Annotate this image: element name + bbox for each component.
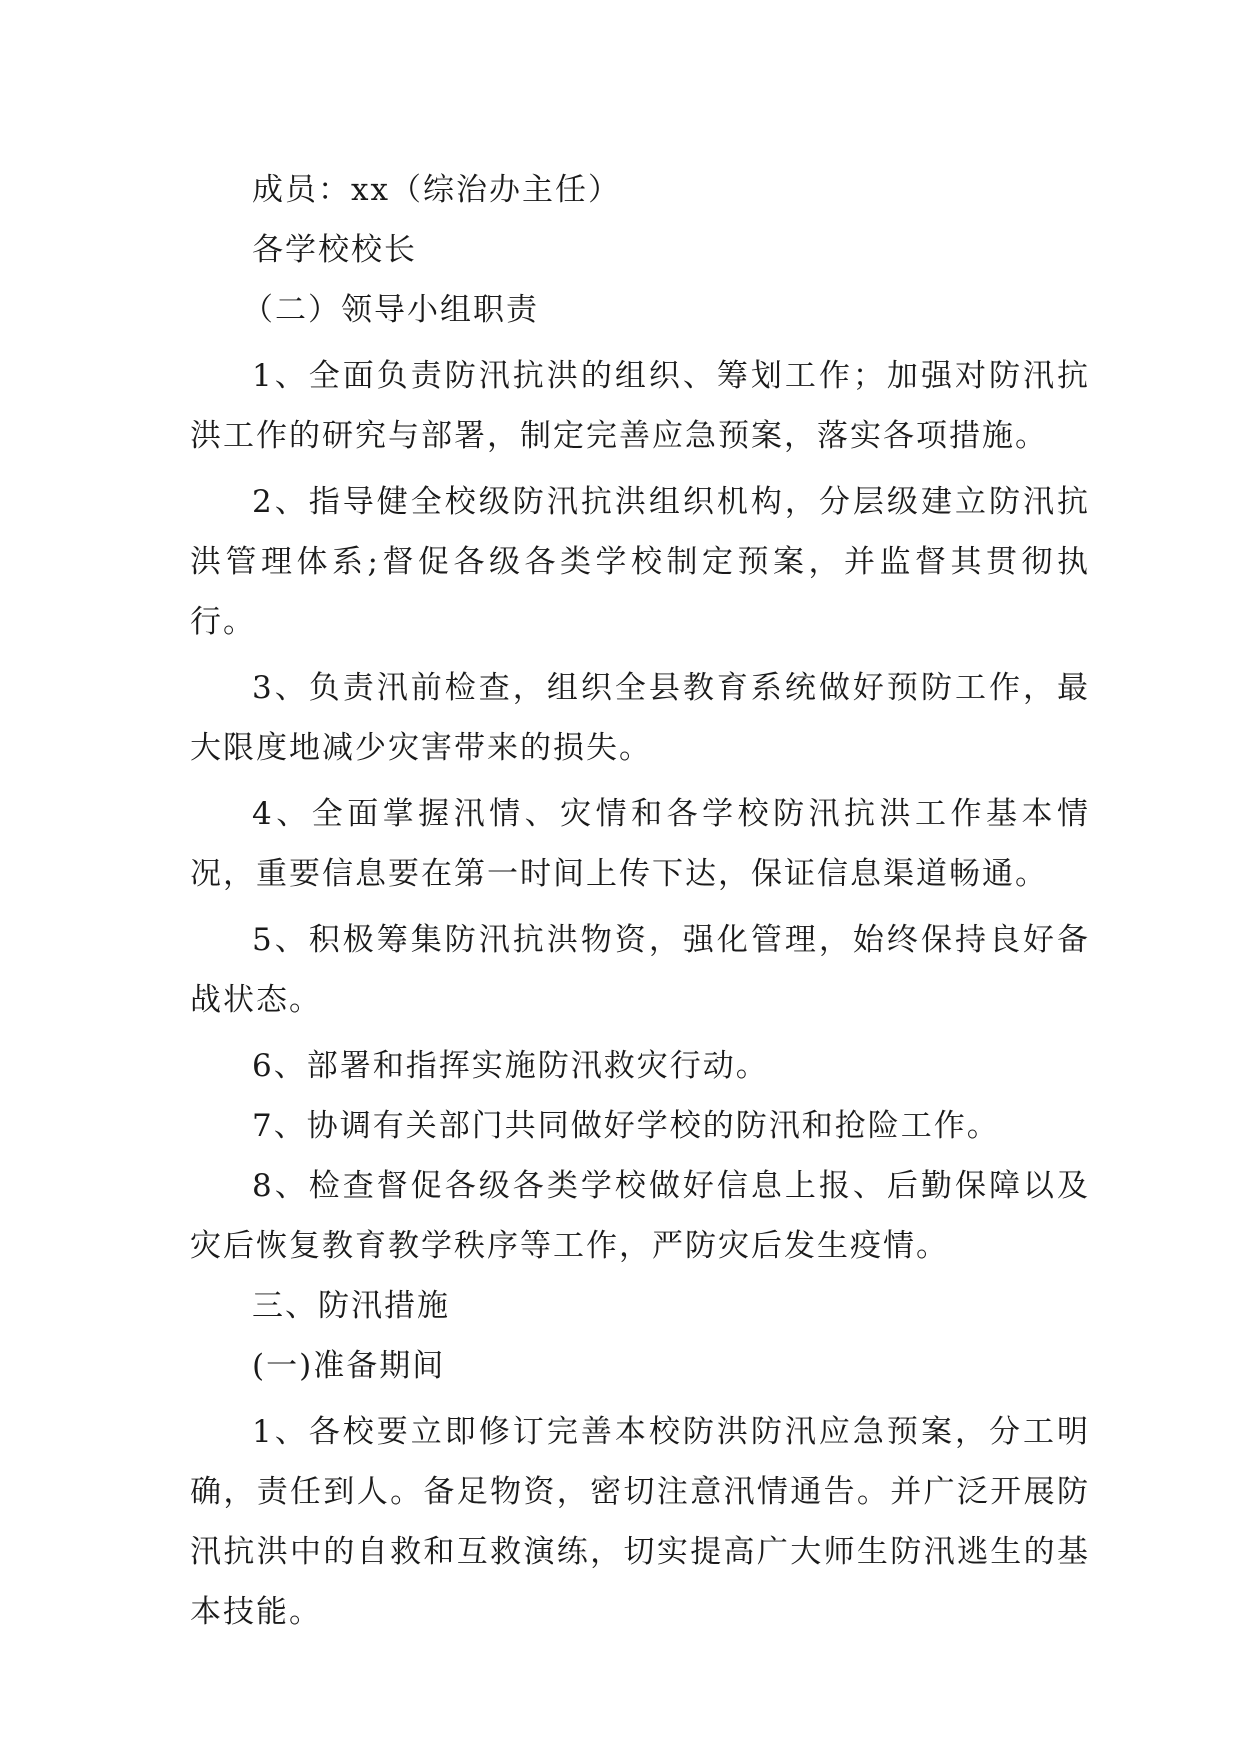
duty-item-7: 7、协调有关部门共同做好学校的防汛和抢险工作。 <box>252 1108 1000 1144</box>
member-line: 成员：xx（综治办主任） <box>252 172 621 208</box>
section-duties-heading: （二）领导小组职责 <box>242 292 539 328</box>
duty-item-3: 3、负责汛前检查，组织全县教育系统做好预防工作，最大限度地减少灾害带来的损失。 <box>190 670 1090 766</box>
duty-item-1: 1、全面负责防汛抗洪的组织、筹划工作；加强对防汛抗洪工作的研究与部署，制定完善应急预案，落实各项措施。 <box>190 358 1090 454</box>
duty-item-8: 8、检查督促各级各类学校做好信息上报、后勤保障以及灾后恢复教育教学秩序等工作，严防灾后发生疫情。 <box>190 1168 1090 1264</box>
prep-item-1: 1、各校要立即修订完善本校防洪防汛应急预案，分工明确，责任到人。备足物资，密切注意汛情通告。并广泛开展防汛抗洪中的自救和互救演练，切实提高广大师生防汛逃生的基本技能。 <box>190 1414 1090 1630</box>
duty-item-5: 5、积极筹集防汛抗洪物资，强化管理，始终保持良好备战状态。 <box>190 922 1090 1018</box>
document-body <box>190 160 1090 1642</box>
school-heads-line: 各学校校长 <box>252 232 417 268</box>
section-measures-heading: 三、防汛措施 <box>252 1288 450 1324</box>
subsection-prep-heading: (一)准备期间 <box>252 1348 446 1384</box>
duty-item-2: 2、指导健全校级防汛抗洪组织机构，分层级建立防汛抗洪管理体系;督促各级各类学校制定预案，并监督其贯彻执行。 <box>190 484 1090 640</box>
duty-item-6: 6、部署和指挥实施防汛救灾行动。 <box>252 1048 769 1084</box>
duty-item-4: 4、全面掌握汛情、灾情和各学校防汛抗洪工作基本情况，重要信息要在第一时间上传下达，保证信息渠道畅通。 <box>190 796 1090 892</box>
